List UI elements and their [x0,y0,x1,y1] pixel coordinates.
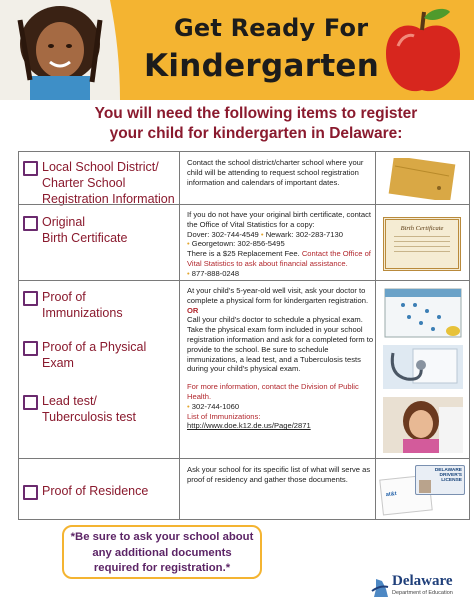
title-line-1: Get Ready For [174,14,369,42]
health-list: List of Immunizations: [187,411,261,421]
birth-contact: Contact the Office of Vital Statistics to ask about financial assistance. [187,249,371,268]
desc-residence: Ask your school for its specific list of what will serve as proof of residency and gather those documents. [187,465,371,484]
envelope-image [381,158,463,200]
subheading [86,104,426,144]
item-school [23,159,175,207]
state-outline-icon [370,577,390,599]
birth-certificate-image [383,217,461,271]
stethoscope-image [383,345,463,389]
girl-photo [383,397,463,453]
logo-subtitle: Department of Education [392,590,453,596]
immunization-chart-image [383,287,463,339]
item-immunizations [23,289,123,321]
health-desc2: Call your child’s doctor to schedule a physical exam. Take the physical exam form included in your school registration information and ask for a completed form to provide to the school. Be sure to schedule immunizations, a lead test, and a Tuberculosis tests during your child’s physical exam. [187,315,374,374]
checkbox-immunizations[interactable] [23,291,38,306]
table-row-residence [19,458,469,520]
label-line: Proof of a Physical [42,340,147,354]
checkbox-lead-test[interactable] [23,395,38,410]
label-line: Exam [42,356,74,370]
bullet-icon: • [187,239,190,249]
subheading-line-1: You will need the following items to register [94,105,418,122]
label-line: Registration Information [42,192,175,206]
label-line: Birth Certificate [42,231,128,245]
desc-birth [187,210,377,279]
label-line: Proof of Residence [42,484,149,498]
desc-school: Contact the school district/charter school where your child will be attending to request school registration information and calendars of important dates. [187,158,364,187]
label-line: Charter School [42,176,126,190]
subheading-line-2: your child for kindergarten in Delaware: [109,125,403,142]
note-line-1: *Be sure to ask your school about [70,531,254,543]
item-physical [23,339,146,371]
item-birth [23,214,127,246]
birth-newark: Newark: 302-283-7130 [265,229,343,239]
bullet-icon: • [187,268,190,278]
note-line-3: required for registration.* [93,562,231,574]
birth-fee: There is a $25 Replacement Fee. [187,249,300,259]
apple-icon [378,6,468,98]
label-line: Local School District/ [42,160,159,174]
logo-name: Delaware [392,573,453,589]
health-phone: 302-744-1060 [191,401,240,411]
license-text: DELAWARE DRIVER'S LICENSE [434,468,462,483]
birth-dover: Dover: 302-744-4549 [187,229,259,239]
checkbox-physical[interactable] [23,341,38,356]
title-line-2: Kindergarten [144,48,380,84]
table-row-birth [19,204,469,280]
label-line: Immunizations [42,306,123,320]
note-line-2: any additional documents [92,546,232,559]
residence-documents-image [381,465,465,517]
birth-georgetown: Georgetown: 302-856-5495 [191,239,285,249]
label-line: Proof of [42,290,86,304]
checkbox-birth[interactable] [23,216,38,231]
label-line: Lead test/ [42,394,97,408]
item-residence [23,483,148,500]
health-or: OR [187,305,199,315]
note-box [62,525,262,579]
bullet-icon: • [187,401,190,411]
birth-line1: If you do not have your original birth certificate, contact the Office of Vital Statistics for a copy: [187,210,372,229]
table-row-health [19,280,469,458]
bullet-icon: • [260,229,264,239]
label-line: Tuberculosis test [42,410,137,424]
desc-health [187,286,377,431]
checkbox-residence[interactable] [23,485,38,500]
label-line: Original [42,215,86,229]
certificate-title: Birth Certificate [400,225,444,232]
child-photo [0,0,120,100]
birth-phone: 877-888-0248 [191,268,240,278]
health-more: For more information, contact the Division of Public Health. [187,382,359,401]
table-row-school [19,152,469,204]
header-banner [0,0,474,100]
att-logo-text: at&t [385,490,397,499]
requirements-table [18,151,470,520]
drivers-license-image [415,465,465,495]
delaware-doe-logo [366,573,470,605]
checkbox-school[interactable] [23,161,38,176]
item-lead-test [23,393,136,425]
immunizations-link[interactable]: http://www.doe.k12.de.us/Page/2871 [187,421,311,431]
health-desc1: At your child’s 5-year-old well visit, ask your doctor to complete a physical form for kindergarten registration. [187,286,369,305]
